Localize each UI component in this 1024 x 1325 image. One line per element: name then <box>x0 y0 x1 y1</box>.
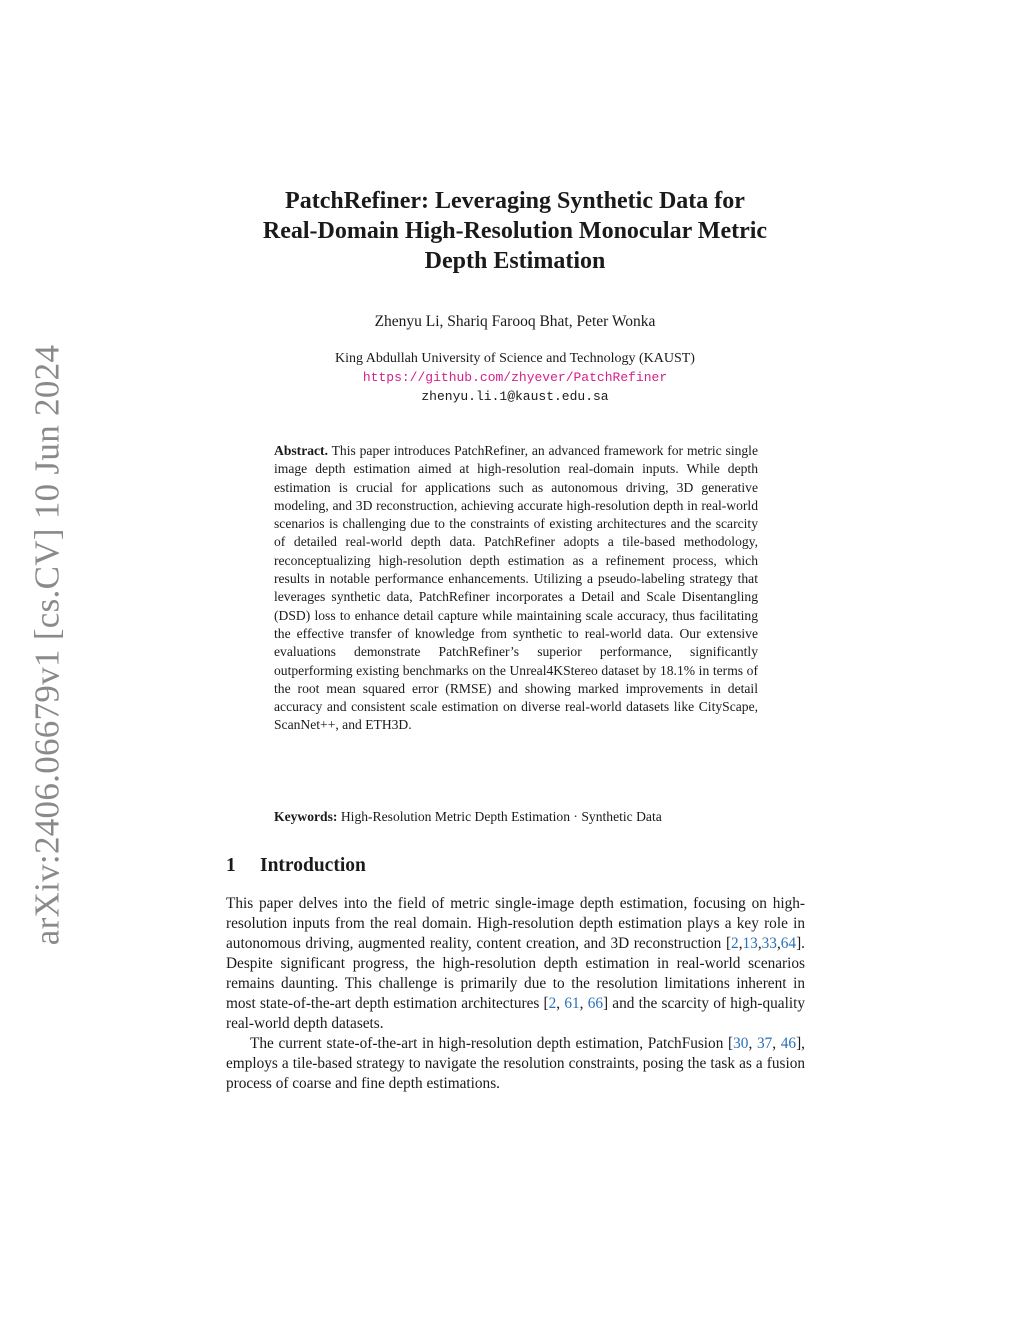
section-title: Introduction <box>260 855 366 876</box>
intro-p1-text-a: This paper delves into the field of metric single-image depth estimation, focusing on high-resolution inputs from the real domain. High-resolution depth estimation plays a key role in autonomous driving, augmented reality, content creation, and 3D reconstruction [ <box>226 895 805 952</box>
paper-title <box>200 186 830 276</box>
abstract <box>274 442 758 735</box>
author-list: Zhenyu Li, Shariq Farooq Bhat, Peter Wonka <box>374 313 656 330</box>
intro-p1-text-b: ]. Despite significant progress, the high-resolution depth estimation in real-world scenarios remains daunting. This challenge is primarily due to the resolution limitations inherent in most state-of-the-art depth estimation architectures [ <box>226 935 805 1012</box>
intro-p2-text-a: The current state-of-the-art in high-resolution depth estimation, PatchFusion [ <box>250 1035 734 1052</box>
citation-link[interactable]: 37 <box>756 1035 773 1052</box>
keywords <box>274 808 758 826</box>
abstract-text: This paper introduces PatchRefiner, an advanced framework for metric single image depth estimation aimed at high-resolution real-domain inputs. While depth estimation is crucial for applications such as autonomous driving, 3D generative modeling, and 3D reconstruction, achieving accurate high-resolution depth in real-world scenarios is challenging due to the constraints of existing architectures and the scarcity of detailed real-world depth data. PatchRefiner adopts a tile-based methodology, reconceptualizing high-resolution depth estimation as a refinement process, which results in notable performance enhancements. Utilizing a pseudo-labeling strategy that leverages synthetic data, PatchRefiner incorporates a Detail and Scale Disentangling (DSD) loss to enhance detail capture while maintaining scale accuracy, thus facilitating the effective transfer of knowledge from synthetic to real-world data. Our extensive evaluations demonstrate PatchRefiner’s superior performance, significantly outperforming existing benchmarks on the Unreal4KStereo dataset by 18.1% in terms of the root mean squared error (RMSE) and showing marked improvements in detail accuracy and consistent scale estimation on diverse real-world datasets like CityScape, ScanNet++, and ETH3D. <box>274 443 758 733</box>
citation-link[interactable]: 61 <box>564 995 580 1012</box>
citation-link[interactable]: 33 <box>761 935 777 952</box>
title-line-2: Real-Domain High-Resolution Monocular Metric <box>262 218 768 244</box>
abstract-label: Abstract. <box>274 443 328 458</box>
section-number: 1 <box>226 855 236 876</box>
affiliation: King Abdullah University of Science and Technology (KAUST) <box>335 351 695 366</box>
citation-link[interactable]: 13 <box>742 935 758 952</box>
citation-link[interactable]: 2 <box>548 995 557 1012</box>
arxiv-identifier-stamp <box>22 344 72 946</box>
title-line-1: PatchRefiner: Leveraging Synthetic Data for <box>285 188 745 214</box>
title-line-3: Depth Estimation <box>424 248 606 274</box>
github-link[interactable]: https://github.com/zhyever/PatchRefiner <box>362 370 668 385</box>
citation-link[interactable]: 30 <box>733 1035 749 1052</box>
contact-email: zhenyu.li.1@kaust.edu.sa <box>421 389 609 404</box>
intro-p2-text-b: ], employs a tile-based strategy to navigate the resolution constraints, posing the task as a fusion process of coarse and fine depth estimations. <box>226 1035 805 1092</box>
intro-paragraph-1: This paper delves into the field of metric single-image depth estimation, focusing on high-resolution inputs from the real domain. High-resolution depth estimation plays a key role in autonomous driving, augmented reality, content creation, and 3D reconstruction [2,13,33,64]. Despite significant progress, the high-resolution depth estimation in real-world scenarios remains daunting. This challenge is primarily due to the resolution limitations inherent in most state-of-the-art depth estimation architectures [2, 61, 66] and the scarcity of high-quality real-world depth datasets. <box>226 895 805 1032</box>
affiliation-block <box>200 349 830 406</box>
arxiv-identifier-text: arXiv:2406.06679v1 [cs.CV] 10 Jun 2024 <box>27 344 66 946</box>
keywords-label: Keywords: <box>274 809 338 824</box>
intro-paragraph-2: The current state-of-the-art in high-resolution depth estimation, PatchFusion [30, 37, 46], employs a tile-based strategy to navigate the resolution constraints, posing the task as a fusion process of coarse and fine depth estimations. <box>226 1035 805 1092</box>
citation-link[interactable]: 2 <box>731 935 739 952</box>
intro-p1-text-c: ] and the scarcity of high-quality real-world depth datasets. <box>226 995 805 1032</box>
keywords-text: High-Resolution Metric Depth Estimation · Synthetic Data <box>340 809 662 824</box>
citation-link[interactable]: 46 <box>780 1035 797 1052</box>
section-heading-introduction <box>226 855 366 877</box>
introduction-body <box>226 894 805 1094</box>
citation-link[interactable]: 66 <box>587 995 603 1012</box>
citation-link[interactable]: 64 <box>780 935 797 952</box>
